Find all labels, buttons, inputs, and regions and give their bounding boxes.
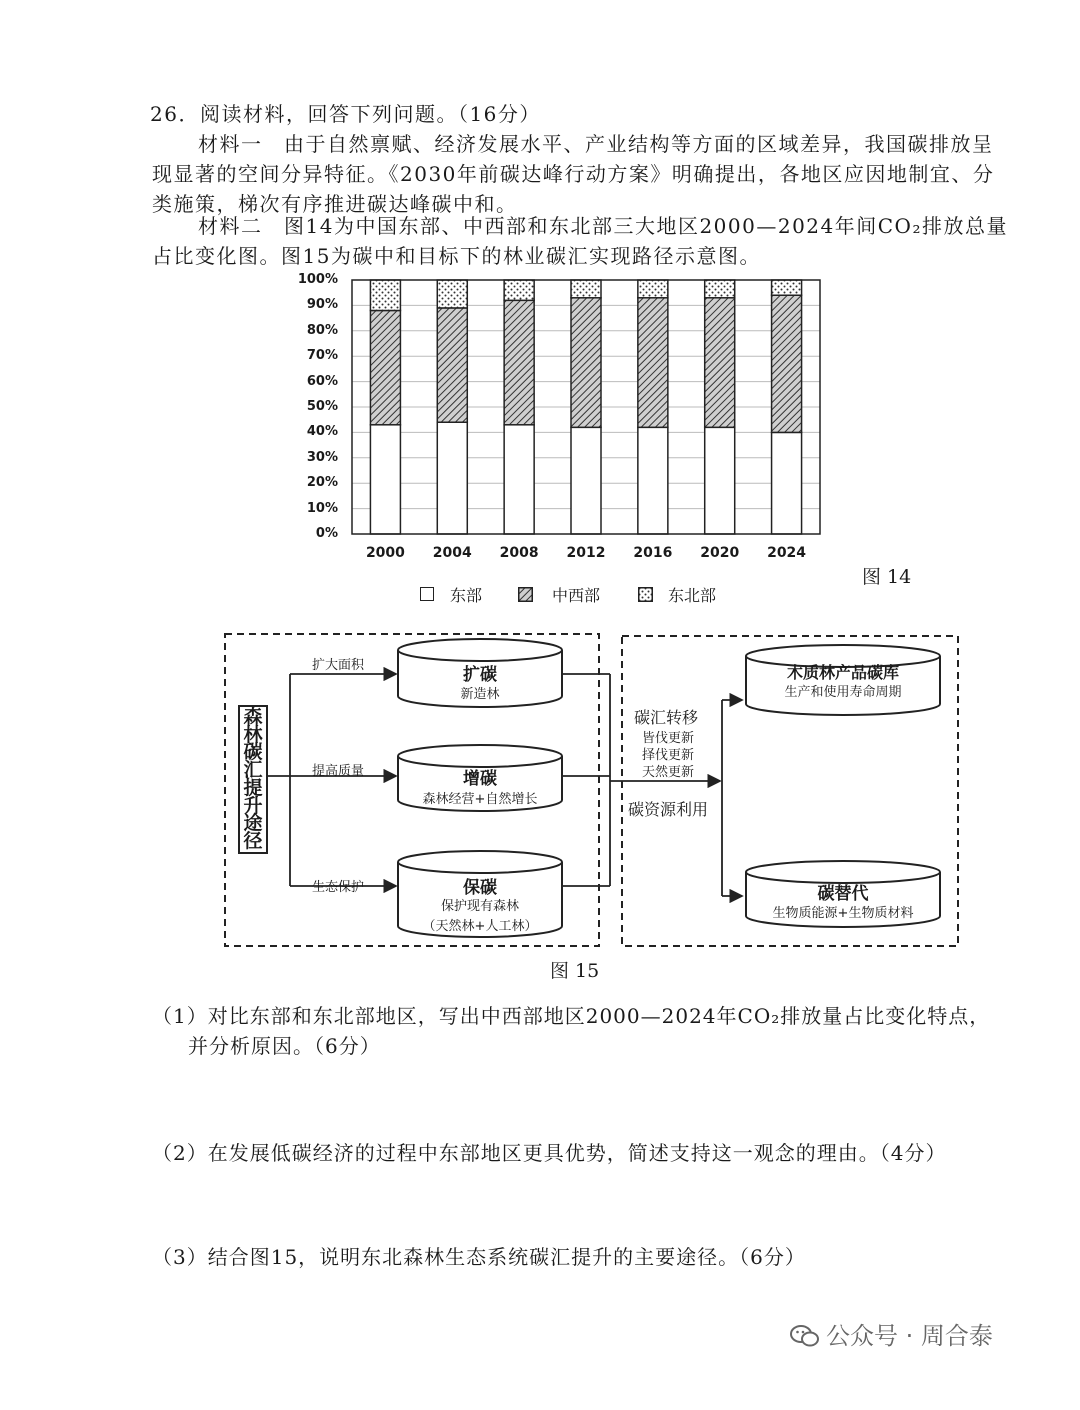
wechat-icon <box>790 1324 820 1348</box>
material1-line-1: 材料一 由于自然禀赋、经济发展水平、产业结构等方面的区域差异，我国碳排放呈 <box>198 132 994 156</box>
output-sub-substitution: 生物质能源+生物质材料 <box>772 906 914 921</box>
figure-14-caption: 图 14 <box>862 566 912 588</box>
arrow-label-expand-area: 扩大面积 <box>312 658 365 673</box>
figure-15-caption: 图 15 <box>550 960 600 982</box>
material2-line-2: 占比变化图。图15为碳中和目标下的林业碳汇实现路径示意图。 <box>152 244 761 268</box>
transfer-item-1: 皆伐更新 <box>642 731 695 746</box>
x-tick-label: 2004 <box>432 545 472 561</box>
legend-label-east: 东部 <box>450 586 483 605</box>
y-tick-label: 100% <box>297 272 338 287</box>
y-tick-label: 10% <box>306 500 338 516</box>
transfer-label: 碳汇转移 <box>634 708 699 727</box>
watermark <box>790 1316 993 1351</box>
cylinder-title-increase: 增碳 <box>463 769 497 789</box>
cylinder-sub-expand: 新造林 <box>460 687 500 702</box>
transfer-item-3: 天然更新 <box>642 765 695 780</box>
y-tick-label: 90% <box>306 297 338 313</box>
x-tick-label: 2000 <box>365 545 405 561</box>
question-heading: 26．阅读材料，回答下列问题。（16分） <box>150 102 541 126</box>
y-tick-label: 50% <box>306 399 338 414</box>
root-box-forest-carbon-sink: 森林碳汇提升途径 <box>238 705 268 854</box>
y-tick-label: 70% <box>306 348 338 364</box>
y-tick-label: 20% <box>306 475 338 491</box>
x-tick-label: 2020 <box>700 545 740 561</box>
y-tick-label: 80% <box>306 322 338 338</box>
transfer-item-2: 择伐更新 <box>642 748 695 763</box>
output-title-wood: 木质林产品碳库 <box>786 663 899 682</box>
material2-line-1: 材料二 图14为中国东部、中西部和东北部三大地区2000—2024年间CO₂排放总量 <box>198 214 1008 238</box>
y-tick-label: 60% <box>306 373 338 389</box>
material1-line-2: 现显著的空间分异特征。《2030年前碳达峰行动方案》明确提出，各地区应因地制宜、分 <box>152 162 995 186</box>
y-tick-label: 40% <box>306 424 338 440</box>
subquestion-2: （2）在发展低碳经济的过程中东部地区更具优势，简述支持这一观念的理由。（4分） <box>152 1141 947 1165</box>
cylinder-sub-protect-2: （天然林+人工林） <box>422 919 538 934</box>
arrow-label-eco-protection: 生态保护 <box>312 880 365 895</box>
legend-label-midwest: 中西部 <box>552 586 601 605</box>
x-tick-label: 2024 <box>767 545 807 561</box>
x-tick-label: 2008 <box>499 545 539 561</box>
output-title-substitution: 碳替代 <box>817 884 869 904</box>
cylinder-title-protect: 保碳 <box>463 878 497 898</box>
subquestion-1-line-1: （1）对比东部和东北部地区，写出中西部地区2000—2024年CO₂排放量占比变化特点， <box>152 1004 991 1028</box>
subquestion-1-line-2: 并分析原因。（6分） <box>188 1034 381 1058</box>
legend-label-northeast: 东北部 <box>668 586 717 605</box>
cylinder-sub-protect-1: 保护现有森林 <box>440 899 519 914</box>
subquestion-3: （3）结合图15，说明东北森林生态系统碳汇提升的主要途径。（6分） <box>152 1245 806 1269</box>
resource-label: 碳资源利用 <box>628 800 709 819</box>
output-sub-wood: 生产和使用寿命周期 <box>784 685 902 700</box>
material1-line-3: 类施策，梯次有序推进碳达峰碳中和。 <box>152 192 518 216</box>
y-tick-label: 0% <box>315 526 338 541</box>
y-tick-label: 30% <box>306 449 338 465</box>
x-tick-label: 2016 <box>633 545 673 561</box>
x-tick-label: 2012 <box>566 545 606 561</box>
cylinder-sub-increase: 森林经营+自然增长 <box>422 792 538 807</box>
arrow-label-improve-quality: 提高质量 <box>312 764 365 779</box>
watermark-text: 公众号 · 周合泰 <box>826 1322 993 1350</box>
cylinder-title-expand: 扩碳 <box>463 665 497 685</box>
